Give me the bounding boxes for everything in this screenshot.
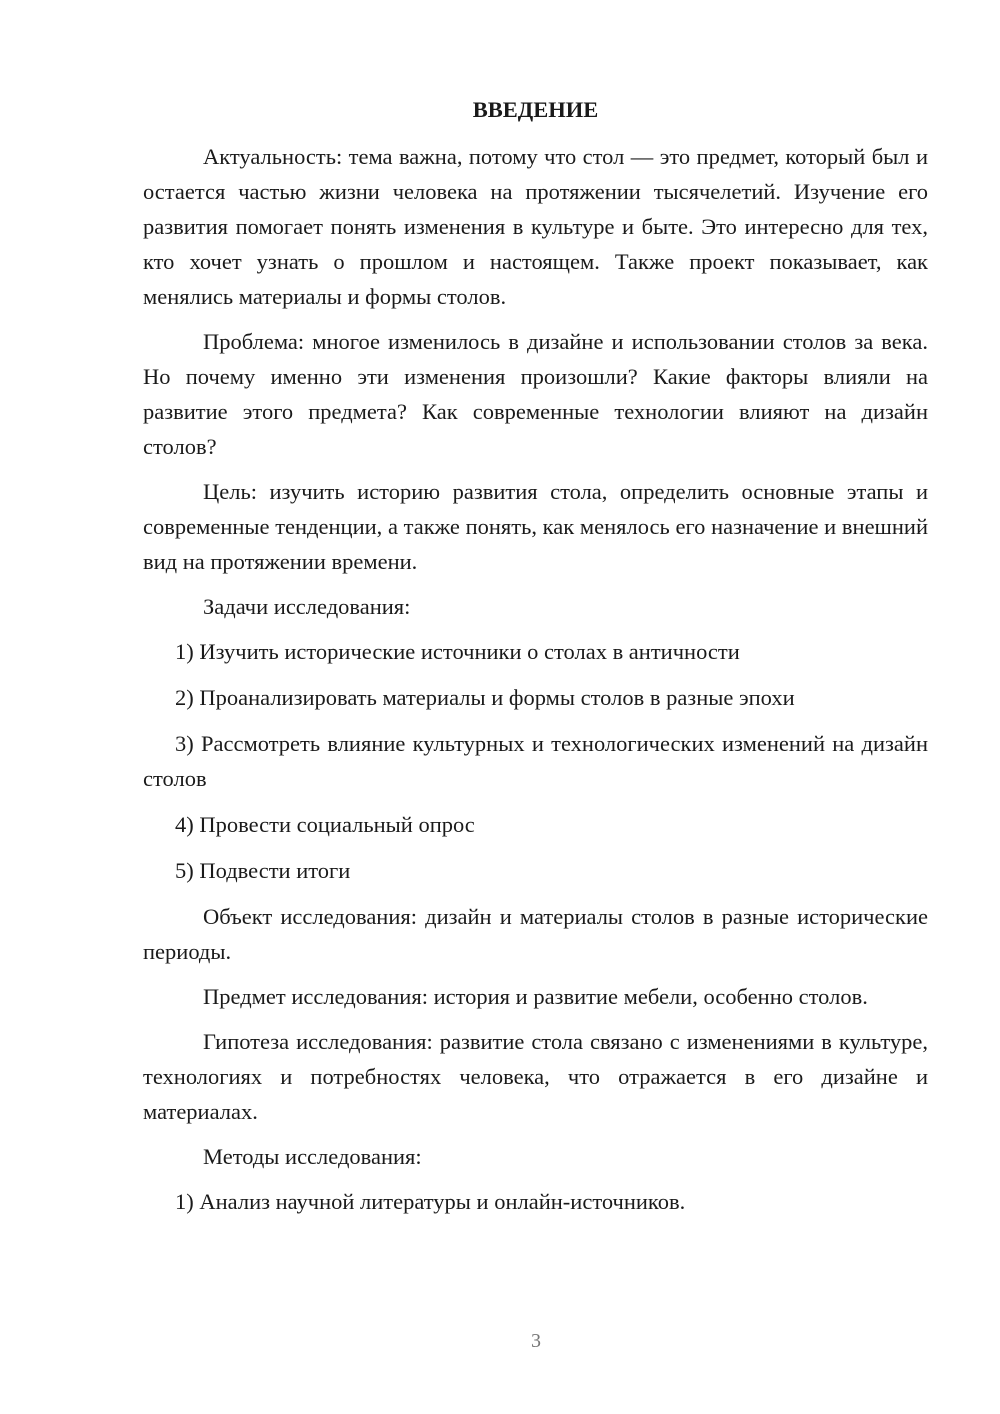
- page-content: [143, 92, 928, 1230]
- task-item-3: 3) Рассмотреть влияние культурных и технологических изменений на дизайн столов: [143, 731, 928, 791]
- task-item-4: 4) Провести социальный опрос: [175, 812, 475, 837]
- problem-paragraph: Проблема: многое изменилось в дизайне и использовании столов за века. Но почему именно эти изменения произошли? Какие факторы влияли на развитие этого предмета? Как современные технологии влияют на дизайн столов?: [143, 329, 928, 459]
- page-number: 3: [531, 1330, 541, 1352]
- tasks-title: Задачи исследования:: [203, 594, 411, 619]
- task-item-5: 5) Подвести итоги: [175, 858, 351, 883]
- page-title: ВВЕДЕНИЕ: [472, 97, 599, 122]
- method-item-1: 1) Анализ научной литературы и онлайн-источников.: [175, 1189, 686, 1214]
- goal-paragraph: Цель: изучить историю развития стола, определить основные этапы и современные тенденции, а также понять, как менялось его назначение и внешний вид на протяжении времени.: [143, 479, 928, 574]
- object-paragraph: Объект исследования: дизайн и материалы столов в разные исторические периоды.: [143, 904, 928, 964]
- relevance-paragraph: Актуальность: тема важна, потому что стол — это предмет, который был и остается частью жизни человека на протяжении тысячелетий. Изучение его развития помогает понять изменения в культуре и быте. Это интересно для тех, кто хочет узнать о прошлом и настоящем. Также проект показывает, как менялись материалы и формы столов.: [143, 144, 928, 309]
- task-item-1: 1) Изучить исторические источники о столах в античности: [175, 639, 740, 664]
- hypothesis-paragraph: Гипотеза исследования: развитие стола связано с изменениями в культуре, технологиях и потребностях человека, что отражается в его дизайне и материалах.: [143, 1029, 928, 1124]
- methods-title: Методы исследования:: [203, 1144, 422, 1169]
- subject-paragraph: Предмет исследования: история и развитие мебели, особенно столов.: [203, 984, 868, 1009]
- task-item-2: 2) Проанализировать материалы и формы столов в разные эпохи: [175, 685, 795, 710]
